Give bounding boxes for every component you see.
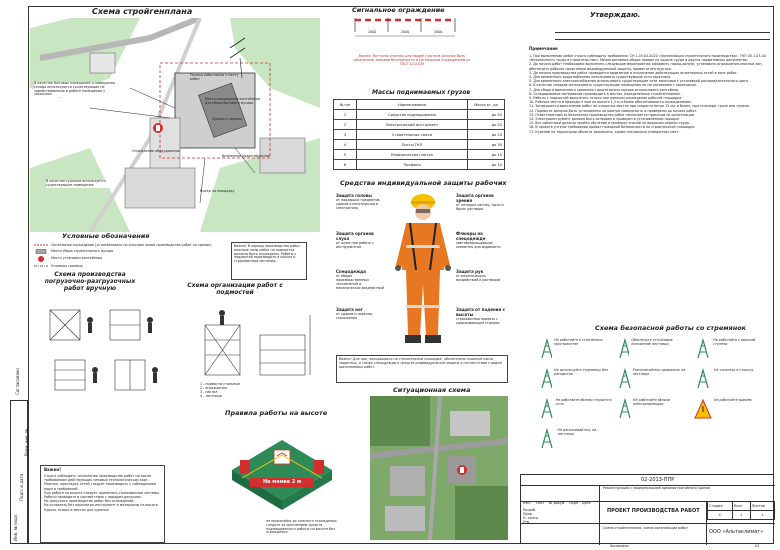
ppe-name: Защита головы: [336, 193, 372, 198]
ladder-item: [694, 338, 768, 362]
cell: 1: [334, 110, 357, 120]
note-item: 14. Электроинструмент должен быть исправен и проверен в установленном порядке.: [529, 117, 681, 122]
stage-header: Стадия: [708, 502, 733, 511]
ladder-item: [538, 368, 612, 392]
ppe-name: Флюоры на спецодежде: [456, 231, 486, 241]
table-row: [334, 120, 505, 130]
legend-item: [34, 256, 214, 262]
ladder-icon: [538, 428, 555, 450]
notes-heading: Примечание: [529, 46, 558, 51]
note-item: 5. Для временного электроснабжения использовать существующие сети заказчика с установкой распределительного щита.: [529, 79, 749, 84]
ladder-item: [694, 368, 768, 392]
ppe-note-box: [336, 355, 508, 383]
ladder-item: [616, 398, 690, 422]
masses-header: № п/п: [334, 100, 357, 110]
important-left-item: При работе на высоте следует применять страховочные системы.: [44, 490, 161, 495]
important-left-item: Не оставлять без присмотра инструмент и материалы на высоте.: [44, 503, 159, 508]
side-stamp: [10, 400, 28, 544]
cell: Средства подмащивания: [357, 110, 468, 120]
ladder-caption: Не используйте стремянку без раскрытия: [554, 368, 609, 376]
height-warning-badge: [250, 478, 314, 487]
ladder-caption: Не раскачивайтесь на лестнице: [557, 428, 597, 436]
cell: до 15: [468, 150, 505, 160]
site-plan-drawing: [30, 18, 320, 232]
ppe-card: [336, 193, 386, 231]
note-item: 2. До начала работ необходимо выполнить следующие мероприятия: оформить наряд-допуск, установить ограждения опасных зон, обеспечить рабочих средствами индивидуальной защиты, провести инструктаж.: [529, 62, 763, 71]
fence-dim: 2000: [434, 30, 443, 34]
note-item: 7. Для сбора и временного хранения строительного мусора использовать контейнер.: [529, 87, 680, 92]
scaffold-label: 2 - ограждения: [200, 386, 227, 390]
signal-fence-title: Сигнальное ограждение: [352, 6, 445, 14]
height-rules-caption: не прикасайся до опасного ограждения; следите за креплением средств подмащивания и работы на высоте без ограждения: [266, 519, 338, 535]
ppe-name: Защита органов зрения: [456, 193, 494, 203]
table-row: [334, 110, 505, 120]
stamp-format: А3: [755, 544, 760, 548]
scaffold-scheme-title: Схема организации работ с подмостей: [187, 282, 283, 296]
note-item: 9. Работы с подмостей выполнять только при наличии ограждения рабочей площадки.: [529, 96, 683, 101]
ppe-card: [336, 231, 386, 269]
important-left-box: [40, 465, 165, 543]
safe-ladder-title: Схема безопасной работы со стремянок: [595, 324, 747, 332]
legend-label: Условная граница: [51, 264, 83, 268]
important-left-item: Не допускать производство работ без ограждений.: [44, 499, 135, 504]
ladder-item: [538, 428, 612, 452]
ppe-text: световозвращающие элементы для видимости: [456, 241, 501, 249]
important-left-item: Работы проводить в соответствии с нарядом-допуском.: [44, 495, 142, 500]
stamp-person: Разраб.: [523, 508, 536, 512]
ppe-card: [336, 269, 386, 307]
scaffold-label: 4 - лестница: [200, 394, 222, 398]
important-left-list: [44, 474, 163, 512]
ladder-icon: [616, 398, 631, 420]
legend-label: Место сбора строительного мусора: [51, 249, 114, 253]
legend-title: Условные обозначения: [62, 232, 150, 240]
note-item: 12. Подмости должны быть установлены на ровную поверхность и проверены до начала работ.: [529, 108, 698, 113]
ladder-icon: [616, 338, 629, 360]
side-label-3: Взам. инв. №: [24, 428, 29, 456]
note-item: 17. Курение на территории объекта запрещено, кроме специально отведенных мест.: [529, 129, 680, 134]
ppe-text: от механических воздействий и растворов: [456, 274, 501, 282]
ladder-caption: Не работайте вблизи открытого огня: [555, 398, 612, 406]
sheet-value: 1: [732, 511, 750, 520]
stamp-stage-table: [707, 501, 775, 520]
cell: до 50: [468, 110, 505, 120]
stamp-project-title: ПРОЕКТ ПРОИЗВОДСТВА РАБОТ: [607, 508, 700, 514]
ppe-name: Защита органов слуха: [336, 231, 374, 241]
scaffold-label: 3 - настил: [200, 390, 218, 394]
scaffold-labels: [200, 382, 320, 398]
legend-label: Сигнальное ограждение (устанавливать по опасным зонам производства работ на здании): [51, 243, 212, 247]
ladder-caption: Не работайте вблизи электропроводки: [632, 398, 670, 406]
sheets-header: Листов: [750, 502, 774, 511]
fence-dim: 2000: [368, 30, 377, 34]
ppe-right-column: [456, 193, 506, 345]
side-label-2: Подп. и дата: [19, 473, 24, 501]
note-item: 8. Складирование материалов производить в местах, определенных стройгенпланом.: [529, 91, 681, 96]
ppe-text: от падающих предметов, ударов о конструкции и электротока: [336, 198, 381, 210]
height-rules-title: Правила работы на высоте: [225, 409, 328, 417]
cell: 3: [334, 130, 357, 140]
stamp-roles: [523, 489, 597, 524]
notes-list: [529, 54, 769, 134]
important-left-heading: Важно!: [44, 467, 62, 472]
cell: 6: [334, 160, 357, 170]
ladder-caption: Обеспечьте устойчивое положение лестницы: [631, 338, 673, 346]
stamp-copied: Копировал: [610, 544, 629, 548]
cell: до 30: [468, 140, 505, 150]
stamp-org: ООО «Альтаклимат»: [709, 529, 764, 535]
sheets-value: 1: [750, 511, 774, 520]
situational-title: Ситуационная схема: [393, 386, 471, 394]
height-rules-drawing: [222, 420, 342, 520]
approve-lines: [555, 26, 770, 40]
cell: Строительные смеси: [357, 130, 468, 140]
fence-line-icon: [34, 243, 48, 247]
cell: 4: [334, 140, 357, 150]
cell: до 10: [468, 160, 505, 170]
important-left-item: Курить только в местах для курения.: [44, 507, 110, 512]
stamp-role: Дата: [582, 501, 591, 505]
scaffold-note: Важно! В период производства работ опасные зоны работ на подмостях должны быть ограждены. Работы с подмостей производить в касках и страховочных системах.: [234, 244, 301, 264]
stamp-sheet-desc: Реконструкция с модернизацией административного здания: [603, 486, 711, 490]
note-item: 4. Для временного водоснабжения использовать существующие сети заказчика.: [529, 75, 672, 80]
side-label-1: Инв. № подл.: [13, 513, 18, 541]
ladder-icon: [538, 398, 554, 420]
masses-table: [333, 99, 505, 170]
site-callout-7: В качестве сушилки используется существующее помещение: [46, 180, 116, 188]
ppe-text: от ударов и порезов, скольжения: [336, 312, 373, 320]
site-callout-2: Проход работников к месту работ: [190, 73, 239, 81]
ladder-icon: [616, 368, 631, 390]
ppe-text: страховочная привязь с удерживающим стропом: [456, 317, 500, 325]
site-callout-6: Временное водоснабжение: [222, 154, 270, 158]
stamp-person: Н. контр.: [523, 516, 539, 520]
site-callout-1: В качестве бытовых помещений и помещения склада используются существующие не задействованные в работе помещения у заказчика: [34, 82, 122, 97]
ppe-card: [456, 231, 506, 269]
warning-triangle-icon: [694, 398, 712, 420]
table-row: [334, 130, 505, 140]
legend-item: [34, 264, 214, 268]
stamp-code: 02-2013-ППР: [641, 477, 675, 483]
worker-figure: [392, 190, 454, 350]
table-row: [334, 160, 505, 170]
note-item: 13. Ответственный за безопасное производство работ назначается приказом по организации.: [529, 112, 695, 117]
ladder-icon: [694, 338, 711, 360]
garbage-area-icon: [34, 249, 48, 254]
site-callout-8: Въезд на площадку: [200, 189, 235, 193]
note-item: 10. Рабочие места и проходы к ним на высоте 1,3 м и более обеспечиваются ограждениями.: [529, 100, 692, 105]
container-icon: [34, 256, 48, 262]
ladder-caption: Не работайте вдвоём: [714, 398, 752, 402]
ppe-card: [336, 307, 386, 345]
signal-fence-drawing: [345, 14, 465, 40]
ladder-item: [538, 338, 612, 362]
ladder-caption: Не тянитесь в сторону: [714, 368, 754, 372]
stamp-person: Утв.: [523, 520, 530, 524]
legend-list: [34, 243, 214, 268]
ppe-left-column: [336, 193, 386, 345]
note-item: 3. До начала производства работ проводится выявление и отключение действующих инженерных сетей в зоне работ.: [529, 70, 738, 75]
height-warning-text: Не менее 2 м: [262, 479, 302, 485]
site-callout-5: Ограждение оборудование: [132, 149, 180, 153]
stamp-drawing-name: Схема стройгенплана, схема организации работ: [603, 526, 689, 530]
ppe-name: Защита от падения с высоты: [456, 307, 505, 317]
note-item: 16. В проекте учтены требования правил пожарной безопасности на строительной площадке.: [529, 125, 696, 130]
site-callout-3: Место размещения контейнера для сбора бытового мусора: [205, 97, 261, 105]
ppe-title: Средства индивидуальной защиты рабочих: [340, 179, 507, 187]
ppe-text: от летящих частиц, пыли и брызг раствора: [456, 203, 504, 211]
sheet-header: Лист: [732, 502, 750, 511]
ladder-caption: Не работайте в стеснённом пространстве: [554, 338, 603, 346]
approve-title: Утверждаю.: [590, 11, 641, 19]
ladder-item: [616, 338, 690, 362]
ladder-item: [538, 398, 612, 422]
ladder-item: [694, 398, 768, 422]
ladder-icon: [694, 368, 712, 390]
agreed-label: Согласовано: [15, 368, 20, 395]
note-item: 11. Запрещается выполнение работ на открытых местах при скорости ветра 15 м/с и более, при гололеде, грозе или тумане.: [529, 104, 750, 109]
site-plan-map: [30, 18, 320, 232]
site-callout-4: Проход к зданию: [212, 117, 243, 121]
ppe-card: [456, 193, 506, 231]
table-row: [334, 150, 505, 160]
stamp-role: № докум.: [549, 501, 566, 505]
legend-item: [34, 249, 214, 254]
stamp-role: Лист: [536, 501, 545, 505]
note-item: 15. Все работники должны пройти обучение и проверку знаний по вопросам охраны труда.: [529, 121, 691, 126]
cell: Керамическая плитка: [357, 150, 468, 160]
ladder-caption: Не работайте с верхней ступени: [713, 338, 756, 346]
ladder-icon: [538, 338, 552, 360]
cell: до 25: [468, 130, 505, 140]
cell: Профиля: [357, 160, 468, 170]
cell: 2: [334, 120, 357, 130]
ppe-text: от шума при работе с инструментом: [336, 241, 374, 249]
ladder-item: [616, 368, 690, 392]
masses-header-row: [334, 100, 505, 110]
ladder-icon: [538, 368, 552, 390]
ppe-name: Защита ног: [336, 307, 363, 312]
cell: до 20: [468, 120, 505, 130]
loading-scheme-drawing: [40, 300, 180, 410]
important-left-item: Монтаж, прокладку сетей следует производить с соблюдением норм и требований.: [44, 482, 157, 491]
important-left-item: Строго соблюдать технологию производства работ согласно требованиям действующих типовых технологических карт.: [44, 474, 151, 483]
situational-map: [370, 396, 508, 540]
scaffold-label: 1 - подмости стальные: [200, 382, 240, 386]
ladder-caption: Располагайтесь правильно на лестнице: [632, 368, 686, 376]
stamp-role: Подп.: [569, 501, 579, 505]
loading-scheme-title: Схема производства погрузочно-разгрузочных работ вручную: [44, 271, 136, 292]
cell: Листы ГКЛ: [357, 140, 468, 150]
scaffold-note-box: [231, 242, 307, 280]
ppe-card: [456, 269, 506, 307]
stamp-role: Изм.: [523, 501, 531, 505]
ppe-text: от общих производственных загрязнений и механических воздействий: [336, 274, 384, 290]
legend-item: [34, 243, 214, 247]
masses-header: Наименование: [357, 100, 468, 110]
boundary-line-icon: [34, 264, 48, 268]
signal-fence-note: Важно! Все зоны опасных для людей участков должны быть обозначены знаками безопасности и сигнальным ограждением по ГОСТ 12.4.026: [353, 54, 471, 66]
ppe-name: Защита рук: [456, 269, 484, 274]
stamp-person: Пров.: [523, 512, 533, 516]
stage-value: С: [708, 511, 733, 520]
cell: 5: [334, 150, 357, 160]
cell: Электрический инструмент: [357, 120, 468, 130]
site-plan-title: Схема стройгенплана: [92, 7, 193, 16]
ppe-note: Важно! Для лиц, находящихся на строительной площадке, обязательно ношение касок защитных, а также спецодежды и средств индивидуальной защиты в соответствии с видом выполняемых работ.: [339, 357, 502, 369]
legend-label: Место установки контейнера: [51, 256, 103, 260]
ppe-name: Спецодежда: [336, 269, 366, 274]
table-row: [334, 140, 505, 150]
note-item: 1. При выполнении работ строго соблюдать требования: СН 1.03.04-2020 «Организация строительного производства», ТКП 45-1.03-40 «Безопасность труда в строительстве», Межотраслевых общих правил по охране труда и других нормативных документов.: [529, 54, 766, 63]
ladder-grid: [538, 338, 768, 452]
fence-dim: 2000: [401, 30, 410, 34]
ppe-card: [456, 307, 506, 345]
note-item: 6. В качестве складов использовать существующие помещения по согласованию с заказчиком.: [529, 83, 697, 88]
masses-header: Масса кг, до: [468, 100, 505, 110]
masses-title: Массы поднимаемых грузов: [372, 89, 471, 96]
scaffold-scheme-drawing: [200, 305, 320, 380]
title-block: [520, 474, 774, 544]
